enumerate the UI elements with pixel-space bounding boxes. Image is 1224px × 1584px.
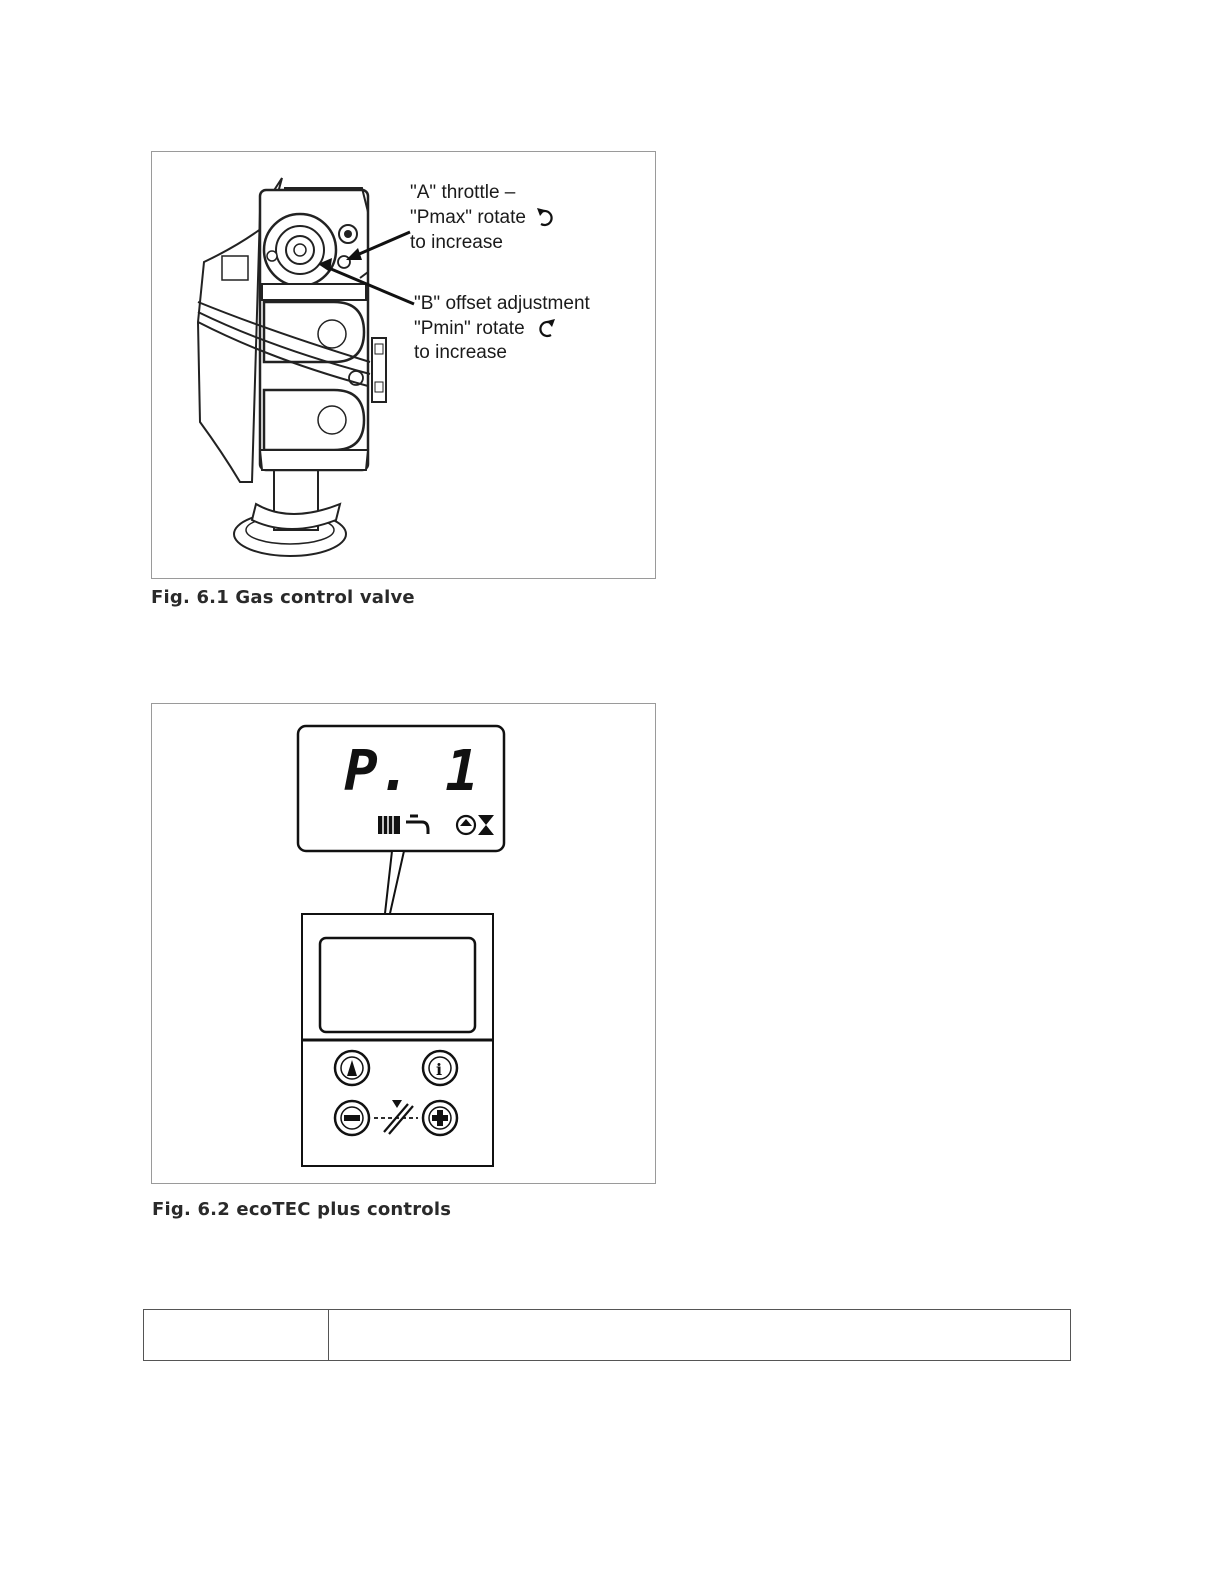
clockwise-arrow-icon	[540, 319, 555, 336]
annotation-a-line1: "A" throttle –	[410, 182, 516, 203]
annotation-b-line1: "B" offset adjustment	[414, 293, 590, 314]
gas-control-valve-illustration	[152, 152, 657, 580]
minus-button[interactable]	[335, 1101, 369, 1135]
ecotec-controls-illustration	[152, 704, 657, 1185]
chimney-sweep-button[interactable]	[335, 1051, 369, 1085]
gas-control-valve-figure	[151, 151, 656, 579]
annotation-a-line3: to increase	[410, 232, 503, 253]
ecotec-controls-figure	[151, 703, 656, 1184]
annotation-b-line3: to increase	[414, 342, 507, 363]
empty-table	[143, 1309, 1071, 1361]
plus-button[interactable]	[423, 1101, 457, 1135]
radiator-icon	[378, 816, 400, 834]
info-button[interactable]	[423, 1051, 457, 1085]
annotation-b-line2: "Pmin" rotate	[414, 318, 525, 339]
figure-caption: Fig. 6.2 ecoTEC plus controls	[152, 1199, 452, 1220]
lcd-display-text: P. 1	[344, 739, 479, 804]
table-cell	[329, 1310, 1070, 1360]
pump-icon	[457, 816, 475, 834]
counter-clockwise-arrow-icon	[537, 208, 552, 225]
table-cell	[144, 1310, 329, 1360]
panel-display	[320, 938, 475, 1032]
svg-text:i: i	[436, 1060, 443, 1079]
annotation-a-line2: "Pmax" rotate	[410, 207, 526, 228]
figure-caption: Fig. 6.1 Gas control valve	[151, 587, 415, 608]
